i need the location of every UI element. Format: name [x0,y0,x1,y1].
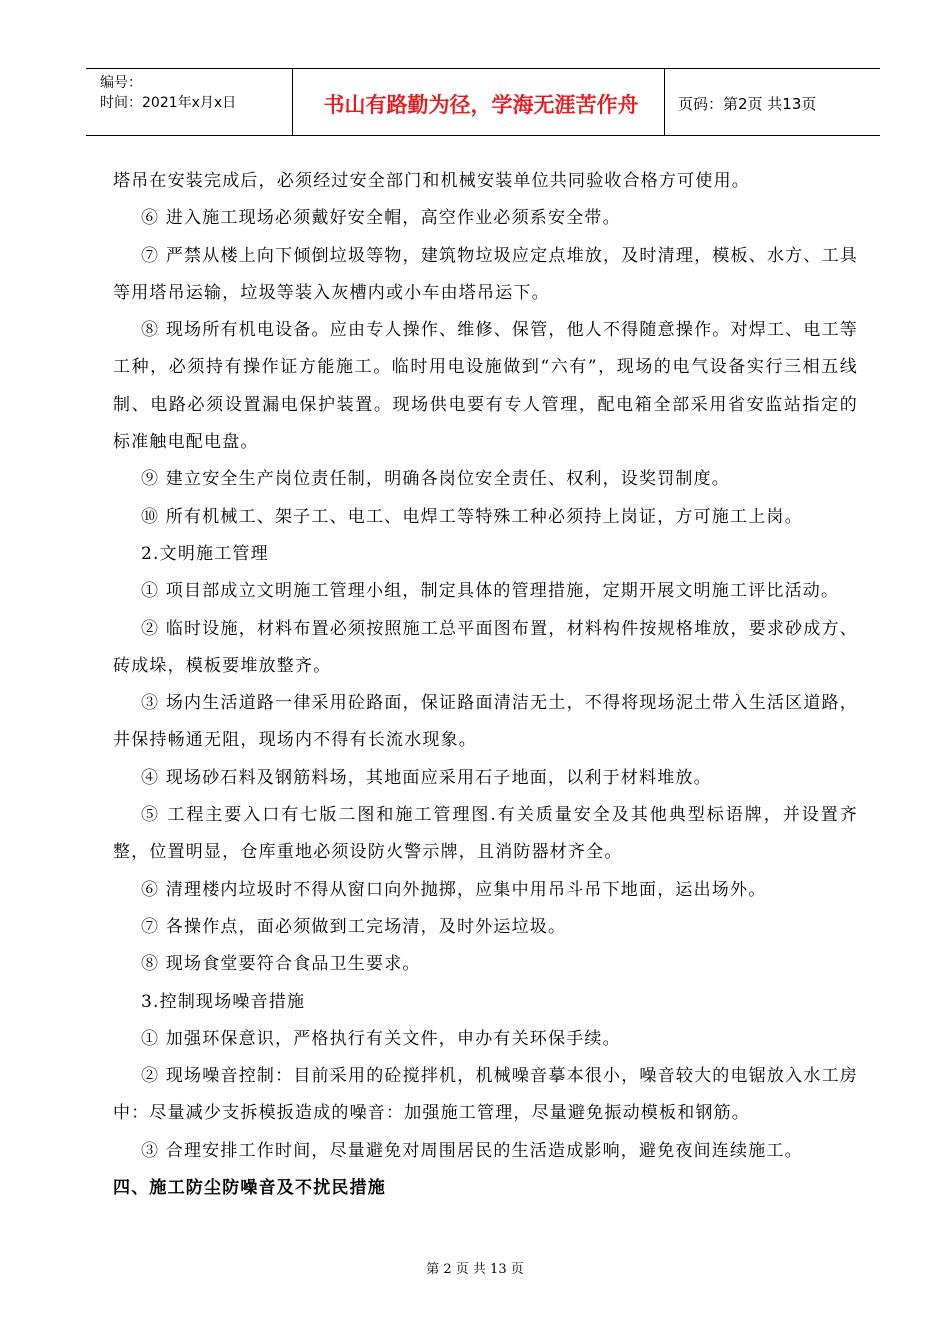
page-header [86,68,880,136]
body-paragraph: ① 项目部成立文明施工管理小组，制定具体的管理措施，定期开展文明施工评比活动。 [141,581,840,602]
body-paragraph: ② 现场噪音控制：目前采用的砼搅拌机，机械噪音摹本很小，噪音较大的电锯放入水工房中：尽量减少支拆模扳造成的噪音：加强施工管理，尽量避免振动模板和钢筋。 [113,1066,858,1124]
header-divider-right [664,69,665,135]
body-paragraph: ⑧ 现场所有机电设备。应由专人操作、维修、保管，他人不得随意操作。对焊工、电工等工种，必须持有操作证方能施工。临时用电设施做到“六有”，现场的电气设备实行三相五线制、电路必须设置漏电保护装置。现场供电要有专人管理，配电箱全部采用省安监站指定的标准触电配电盘。 [113,320,858,453]
body-paragraph: ③ 场内生活道路一律采用砼路面，保证路面清洁无土，不得将现场泥土带入生活区道路，井保持畅通无阻，现场内不得有长流水现象。 [113,693,858,751]
body-paragraph: 塔吊在安装完成后，必须经过安全部门和机械安装单位共同验收合格方可使用。 [113,171,750,191]
header-motto: 书山有路勤为径，学海无涯苦作舟 [323,93,639,117]
body-paragraph: ⑩ 所有机械工、架子工、电工、电焊工等特殊工种必须持上岗证，方可施工上岗。 [141,506,803,527]
document-time: 时间：2021年x月x日 [100,95,237,111]
body-paragraph: ⑧ 现场食堂要符合食品卫生要求。 [141,954,421,975]
body-paragraph: ⑨ 建立安全生产岗位责任制，明确各岗位安全责任、权利，设奖罚制度。 [141,469,731,490]
page-footer: 第 2 页 共 13 页 [426,1262,524,1277]
body-paragraph: ⑥ 清理楼内垃圾时不得从窗口向外抛掷，应集中用吊斗吊下地面，运出场外。 [141,879,767,900]
body-paragraph: ⑤ 工程主要入口有七版二图和施工管理图.有关质量安全及其他典型标语牌，并设置齐整，位置明显，仓库重地必须设防火警示牌，且消防器材齐全。 [113,805,858,863]
body-paragraph: ⑥ 进入施工现场必须戴好安全帽，高空作业必须系安全带。 [141,208,621,229]
subsection-title: 2.文明施工管理 [141,543,269,564]
header-page-info: 页码：第2页 共13页 [678,95,817,113]
body-paragraph: ② 临时设施，材料布置必须按照施工总平面图布置，材料构件按规格堆放，要求砂成方、砖成垛，模板要堆放整齐。 [113,618,858,676]
body-paragraph: ④ 现场砂石料及钢筋料场，其地面应采用石子地面，以利于材料堆放。 [141,767,712,788]
body-paragraph: ⑦ 各操作点，面必须做到工完场清，及时外运垃圾。 [141,916,567,937]
document-number-label: 编号： [100,75,142,91]
document-body [113,163,858,1207]
header-divider-left [292,69,293,135]
subsection-title: 3.控制现场噪音措施 [141,991,306,1012]
header-meta [100,73,300,113]
section-heading: 四、施工防尘防噪音及不扰民措施 [113,1178,386,1199]
body-paragraph: ① 加强环保意识，严格执行有关文件，申办有关环保手续。 [141,1028,621,1049]
body-paragraph: ⑦ 严禁从楼上向下倾倒垃圾等物，建筑物垃圾应定点堆放，及时清理，模板、水方、工具等用塔吊运输，垃圾等装入灰槽内或小车由塔吊运下。 [113,245,858,303]
body-paragraph: ③ 合理安排工作时间，尽量避免对周围居民的生活造成影响，避免夜间连续施工。 [141,1140,803,1161]
